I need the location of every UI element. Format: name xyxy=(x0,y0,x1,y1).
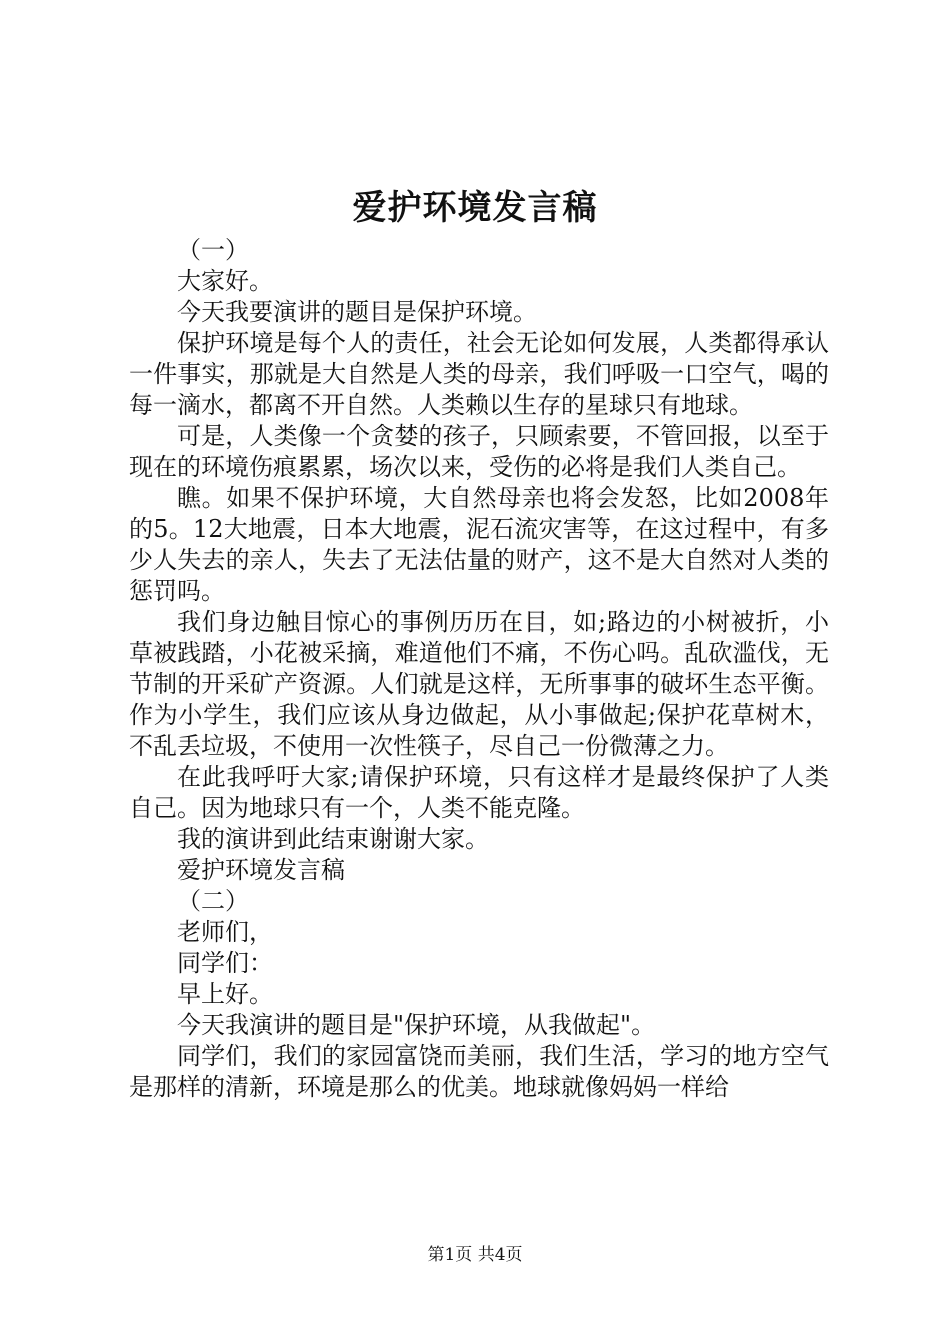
paragraph: （二） xyxy=(177,887,249,915)
paragraph: 可是，人类像一个贪婪的孩子，只顾索要，不管回报，以至于现在的环境伤痕累累，场次以来，受伤的必将是我们人类自己。 xyxy=(129,422,829,481)
paragraph: 同学们： xyxy=(177,949,273,977)
paragraph: 我的演讲到此结束谢谢大家。 xyxy=(177,825,489,853)
paragraph: 同学们，我们的家园富饶而美丽，我们生活，学习的地方空气是那样的清新，环境是那么的优美。地球就像妈妈一样给 xyxy=(129,1042,829,1101)
document-title: 爱护环境发言稿 xyxy=(352,188,598,228)
paragraph: 保护环境是每个人的责任，社会无论如何发展，人类都得承认一件事实，那就是大自然是人类的母亲，我们呼吸一口空气，喝的每一滴水，都离不开自然。人类赖以生存的星球只有地球。 xyxy=(129,329,829,419)
paragraph: 爱护环境发言稿 xyxy=(177,856,345,884)
paragraph: 今天我要演讲的题目是保护环境。 xyxy=(177,298,537,326)
paragraph: 我们身边触目惊心的事例历历在目，如;路边的小树被折，小草被践踏，小花被采摘，难道他们不痛，不伤心吗。乱砍滥伐，无节制的开采矿产资源。人们就是这样，无所事事的破坏生态平衡。作为小学生，我们应该从身边做起，从小事做起;保护花草树木，不乱丢垃圾，不使用一次性筷子，尽自己一份微薄之力。 xyxy=(129,608,829,760)
paragraph: （一） xyxy=(177,236,249,264)
paragraph: 在此我呼吁大家;请保护环境，只有这样才是最终保护了人类自己。因为地球只有一个，人类不能克隆。 xyxy=(129,763,829,822)
paragraph: 老师们， xyxy=(177,918,273,946)
paragraph: 早上好。 xyxy=(177,980,273,1008)
paragraph: 大家好。 xyxy=(177,267,273,295)
paragraph: 今天我演讲的题目是"保护环境，从我做起"。 xyxy=(177,1011,656,1039)
paragraph: 瞧。如果不保护环境，大自然母亲也将会发怒，比如2008年的5。12大地震，日本大地震，泥石流灾害等，在这过程中，有多少人失去的亲人，失去了无法估量的财产，这不是大自然对人类的惩罚吗。 xyxy=(129,484,829,605)
document-body xyxy=(129,235,829,1103)
page-footer: 第1页 共4页 xyxy=(427,1245,523,1265)
